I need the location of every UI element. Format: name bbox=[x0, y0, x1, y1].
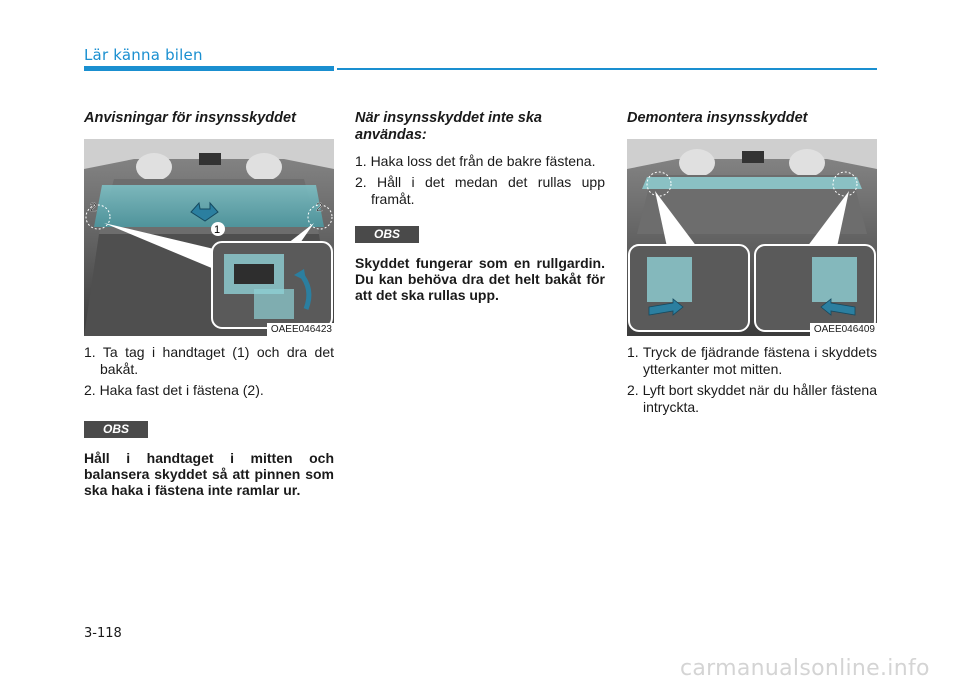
section-heading: Anvisningar för insynsskyddet bbox=[84, 110, 296, 126]
callout-2-left: 2 bbox=[90, 200, 97, 214]
figure-code: OAEE046423 bbox=[267, 323, 334, 336]
obs-badge: OBS bbox=[84, 421, 148, 438]
section-heading: Demontera insynsskyddet bbox=[627, 110, 808, 126]
column-when-not-used bbox=[355, 110, 605, 303]
section-heading: När insynsskyddet inte ska användas: bbox=[355, 110, 542, 143]
column-cover-instructions bbox=[84, 110, 334, 498]
list-item: 1. Tryck de fjädrande fästena i skyddets ytterkanter mot mitten. bbox=[627, 344, 877, 377]
section-title: Lär känna bilen bbox=[84, 46, 203, 64]
list-item: 1. Haka loss det från de bakre fästena. bbox=[355, 153, 596, 169]
list-item: 2. Lyft bort skyddet när du håller fästena intryckta. bbox=[627, 382, 877, 415]
list-item: 1. Ta tag i handtaget (1) och dra det bakåt. bbox=[84, 344, 334, 377]
column-removal bbox=[627, 110, 877, 420]
figure-cargo-cover-removal bbox=[627, 139, 877, 336]
figure-code: OAEE046409 bbox=[810, 323, 877, 336]
steps-list bbox=[627, 344, 877, 416]
steps-list bbox=[355, 153, 605, 208]
cargo-removal-illustration bbox=[627, 139, 877, 336]
header-rule bbox=[337, 68, 877, 70]
page-number: 3-118 bbox=[84, 626, 122, 641]
watermark: carmanualsonline.info bbox=[680, 656, 930, 681]
steps-list bbox=[84, 344, 334, 399]
callout-1: 1 bbox=[214, 224, 221, 236]
header-accent-bar bbox=[84, 66, 334, 71]
callout-2-right: 2 bbox=[316, 200, 323, 214]
figure-cargo-cover-install bbox=[84, 139, 334, 336]
list-item: 2. Håll i det medan det rullas upp framåt. bbox=[355, 174, 605, 207]
obs-note: Håll i handtaget i mitten och balansera skyddet så att pinnen som ska haka i fästena inte ramlar ur. bbox=[84, 450, 334, 498]
list-item: 2. Haka fast det i fästena (2). bbox=[84, 382, 264, 398]
obs-badge: OBS bbox=[355, 226, 419, 243]
obs-note: Skyddet fungerar som en rullgardin. Du kan behöva dra det helt bakåt för att det ska rullas upp. bbox=[355, 255, 605, 303]
cargo-area-illustration bbox=[84, 139, 334, 336]
